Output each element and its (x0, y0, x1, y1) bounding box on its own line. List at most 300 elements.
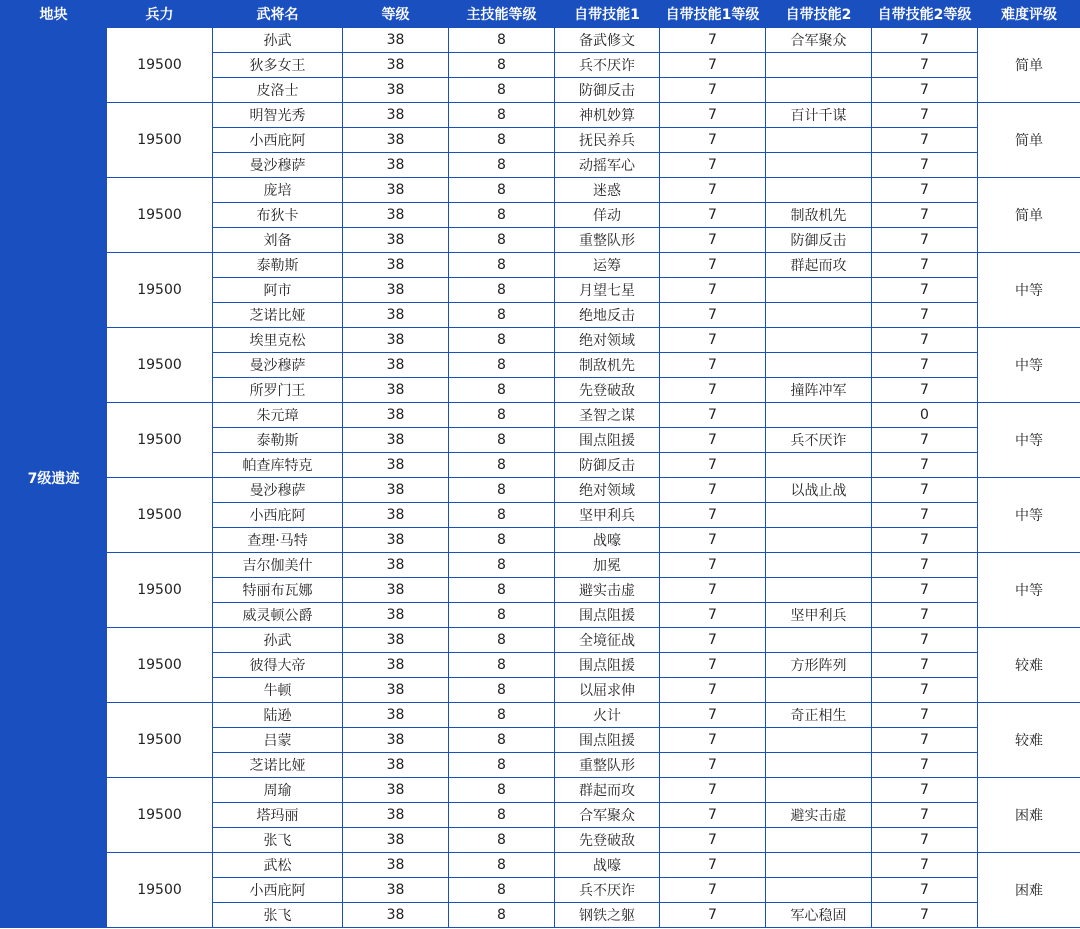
main-skill-level-cell: 8 (449, 228, 555, 253)
skill1-level-cell: 7 (660, 778, 766, 803)
level-cell: 38 (343, 603, 449, 628)
skill1-cell: 战嚎 (555, 853, 660, 878)
skill2-level-cell: 7 (872, 128, 978, 153)
skill1-cell: 制敌机先 (555, 353, 660, 378)
difficulty-cell: 困难 (978, 778, 1080, 853)
main-skill-level-cell: 8 (449, 128, 555, 153)
skill2-cell: 坚甲利兵 (766, 603, 872, 628)
main-skill-level-cell: 8 (449, 78, 555, 103)
skill1-level-cell: 7 (660, 578, 766, 603)
skill2-cell (766, 53, 872, 78)
skill2-level-cell: 7 (872, 28, 978, 53)
skill2-level-cell: 7 (872, 803, 978, 828)
header-skill1-level: 自带技能1等级 (660, 1, 766, 28)
skill2-level-cell: 7 (872, 703, 978, 728)
skill2-level-cell: 7 (872, 153, 978, 178)
skill2-cell (766, 828, 872, 853)
skill2-level-cell: 7 (872, 228, 978, 253)
level-cell: 38 (343, 153, 449, 178)
main-skill-level-cell: 8 (449, 603, 555, 628)
general-name-cell: 芝诺比娅 (213, 303, 343, 328)
skill2-level-cell: 7 (872, 428, 978, 453)
general-name-cell: 查理·马特 (213, 528, 343, 553)
skill1-cell: 先登破敌 (555, 828, 660, 853)
header-skill1: 自带技能1 (555, 1, 660, 28)
skill2-level-cell: 7 (872, 378, 978, 403)
level-cell: 38 (343, 878, 449, 903)
skill1-cell: 全境征战 (555, 628, 660, 653)
table-row (1, 703, 1080, 728)
general-name-cell: 特丽布瓦娜 (213, 578, 343, 603)
skill1-level-cell: 7 (660, 828, 766, 853)
skill1-cell: 佯动 (555, 203, 660, 228)
skill1-level-cell: 7 (660, 28, 766, 53)
main-skill-level-cell: 8 (449, 553, 555, 578)
main-skill-level-cell: 8 (449, 53, 555, 78)
skill1-level-cell: 7 (660, 128, 766, 153)
main-skill-level-cell: 8 (449, 253, 555, 278)
level-cell: 38 (343, 53, 449, 78)
skill2-cell (766, 628, 872, 653)
general-name-cell: 狄多女王 (213, 53, 343, 78)
troops-cell: 19500 (107, 328, 213, 403)
main-skill-level-cell: 8 (449, 803, 555, 828)
level-cell: 38 (343, 228, 449, 253)
general-name-cell: 芝诺比娅 (213, 753, 343, 778)
main-skill-level-cell: 8 (449, 303, 555, 328)
difficulty-cell: 较难 (978, 703, 1080, 778)
main-skill-level-cell: 8 (449, 853, 555, 878)
difficulty-cell: 较难 (978, 628, 1080, 703)
skill2-cell: 方形阵列 (766, 653, 872, 678)
difficulty-cell: 简单 (978, 28, 1080, 103)
skill2-cell: 奇正相生 (766, 703, 872, 728)
skill1-level-cell: 7 (660, 853, 766, 878)
skill2-cell (766, 678, 872, 703)
header-skill2-level: 自带技能2等级 (872, 1, 978, 28)
skill2-cell (766, 353, 872, 378)
difficulty-cell: 中等 (978, 553, 1080, 628)
main-skill-level-cell: 8 (449, 578, 555, 603)
level-cell: 38 (343, 753, 449, 778)
skill1-level-cell: 7 (660, 803, 766, 828)
skill2-cell (766, 853, 872, 878)
skill1-cell: 围点阻援 (555, 428, 660, 453)
skill1-level-cell: 7 (660, 403, 766, 428)
general-name-cell: 刘备 (213, 228, 343, 253)
table-row (1, 178, 1080, 203)
troops-cell: 19500 (107, 703, 213, 778)
level-cell: 38 (343, 303, 449, 328)
table-row (1, 778, 1080, 803)
skill1-level-cell: 7 (660, 878, 766, 903)
skill2-level-cell: 7 (872, 553, 978, 578)
header-main-skill-level: 主技能等级 (449, 1, 555, 28)
skill2-cell (766, 753, 872, 778)
main-skill-level-cell: 8 (449, 328, 555, 353)
level-cell: 38 (343, 703, 449, 728)
skill2-level-cell: 7 (872, 753, 978, 778)
general-name-cell: 小西庇阿 (213, 128, 343, 153)
difficulty-cell: 中等 (978, 403, 1080, 478)
troops-cell: 19500 (107, 628, 213, 703)
skill1-cell: 兵不厌诈 (555, 878, 660, 903)
skill1-cell: 抚民养兵 (555, 128, 660, 153)
level-cell: 38 (343, 828, 449, 853)
skill1-level-cell: 7 (660, 178, 766, 203)
level-cell: 38 (343, 103, 449, 128)
troops-cell: 19500 (107, 178, 213, 253)
skill2-cell (766, 403, 872, 428)
header-general-name: 武将名 (213, 1, 343, 28)
skill2-level-cell: 7 (872, 628, 978, 653)
main-skill-level-cell: 8 (449, 178, 555, 203)
skill1-level-cell: 7 (660, 528, 766, 553)
main-skill-level-cell: 8 (449, 528, 555, 553)
general-name-cell: 张飞 (213, 903, 343, 928)
skill2-level-cell: 7 (872, 603, 978, 628)
main-skill-level-cell: 8 (449, 878, 555, 903)
main-skill-level-cell: 8 (449, 353, 555, 378)
skill1-cell: 运筹 (555, 253, 660, 278)
skill1-cell: 兵不厌诈 (555, 53, 660, 78)
skill1-level-cell: 7 (660, 503, 766, 528)
main-skill-level-cell: 8 (449, 503, 555, 528)
skill1-level-cell: 7 (660, 678, 766, 703)
level-cell: 38 (343, 528, 449, 553)
general-name-cell: 小西庇阿 (213, 878, 343, 903)
skill1-level-cell: 7 (660, 703, 766, 728)
skill2-cell (766, 278, 872, 303)
troops-cell: 19500 (107, 553, 213, 628)
level-cell: 38 (343, 28, 449, 53)
header-troops: 兵力 (107, 1, 213, 28)
skill2-level-cell: 7 (872, 253, 978, 278)
general-name-cell: 埃里克松 (213, 328, 343, 353)
table-row (1, 253, 1080, 278)
troops-cell: 19500 (107, 853, 213, 928)
skill1-cell: 动摇军心 (555, 153, 660, 178)
level-cell: 38 (343, 253, 449, 278)
skill1-level-cell: 7 (660, 278, 766, 303)
skill2-cell: 制敌机先 (766, 203, 872, 228)
level-cell: 38 (343, 128, 449, 153)
skill2-cell (766, 528, 872, 553)
level-cell: 38 (343, 328, 449, 353)
skill1-level-cell: 7 (660, 478, 766, 503)
main-skill-level-cell: 8 (449, 203, 555, 228)
skill2-level-cell: 7 (872, 278, 978, 303)
general-name-cell: 孙武 (213, 28, 343, 53)
skill2-level-cell: 7 (872, 728, 978, 753)
skill1-level-cell: 7 (660, 328, 766, 353)
skill1-cell: 防御反击 (555, 78, 660, 103)
skill1-level-cell: 7 (660, 103, 766, 128)
skill1-level-cell: 7 (660, 428, 766, 453)
level-cell: 38 (343, 653, 449, 678)
skill2-cell (766, 78, 872, 103)
skill1-cell: 群起而攻 (555, 778, 660, 803)
troops-cell: 19500 (107, 28, 213, 103)
general-name-cell: 泰勒斯 (213, 428, 343, 453)
general-name-cell: 彼得大帝 (213, 653, 343, 678)
skill1-cell: 坚甲利兵 (555, 503, 660, 528)
main-skill-level-cell: 8 (449, 653, 555, 678)
level-cell: 38 (343, 403, 449, 428)
skill2-level-cell: 7 (872, 178, 978, 203)
skill1-cell: 战嚎 (555, 528, 660, 553)
skill1-cell: 迷惑 (555, 178, 660, 203)
level-cell: 38 (343, 503, 449, 528)
skill2-cell (766, 578, 872, 603)
general-name-cell: 帕查库特克 (213, 453, 343, 478)
general-name-cell: 吕蒙 (213, 728, 343, 753)
main-skill-level-cell: 8 (449, 678, 555, 703)
skill1-level-cell: 7 (660, 153, 766, 178)
skill2-level-cell: 7 (872, 328, 978, 353)
skill2-cell: 群起而攻 (766, 253, 872, 278)
skill1-level-cell: 7 (660, 903, 766, 928)
plot-cell: 7级遗迹 (1, 28, 107, 928)
main-skill-level-cell: 8 (449, 778, 555, 803)
skill2-cell (766, 878, 872, 903)
skill1-cell: 绝对领域 (555, 478, 660, 503)
skill1-cell: 围点阻援 (555, 653, 660, 678)
table-row (1, 328, 1080, 353)
main-skill-level-cell: 8 (449, 478, 555, 503)
difficulty-cell: 中等 (978, 478, 1080, 553)
level-cell: 38 (343, 853, 449, 878)
skill2-level-cell: 7 (872, 78, 978, 103)
skill2-level-cell: 7 (872, 478, 978, 503)
general-name-cell: 布狄卡 (213, 203, 343, 228)
skill1-level-cell: 7 (660, 303, 766, 328)
skill2-level-cell: 7 (872, 103, 978, 128)
skill1-cell: 先登破敌 (555, 378, 660, 403)
table-row (1, 853, 1080, 878)
level-cell: 38 (343, 478, 449, 503)
skill1-cell: 圣智之谋 (555, 403, 660, 428)
skill1-cell: 加冕 (555, 553, 660, 578)
general-name-cell: 陆逊 (213, 703, 343, 728)
level-cell: 38 (343, 428, 449, 453)
header-level: 等级 (343, 1, 449, 28)
difficulty-cell: 困难 (978, 853, 1080, 928)
general-name-cell: 威灵顿公爵 (213, 603, 343, 628)
skill1-level-cell: 7 (660, 753, 766, 778)
main-skill-level-cell: 8 (449, 378, 555, 403)
general-name-cell: 庞培 (213, 178, 343, 203)
skill1-level-cell: 7 (660, 603, 766, 628)
skill1-level-cell: 7 (660, 378, 766, 403)
skill1-cell: 备武修文 (555, 28, 660, 53)
main-skill-level-cell: 8 (449, 103, 555, 128)
main-skill-level-cell: 8 (449, 828, 555, 853)
skill2-level-cell: 7 (872, 353, 978, 378)
main-skill-level-cell: 8 (449, 903, 555, 928)
general-name-cell: 曼沙穆萨 (213, 478, 343, 503)
general-name-cell: 吉尔伽美什 (213, 553, 343, 578)
general-name-cell: 孙武 (213, 628, 343, 653)
skill2-cell: 撞阵冲军 (766, 378, 872, 403)
header-plot: 地块 (1, 1, 107, 28)
skill1-cell: 月望七星 (555, 278, 660, 303)
skill1-cell: 绝地反击 (555, 303, 660, 328)
table-row (1, 28, 1080, 53)
general-name-cell: 所罗门王 (213, 378, 343, 403)
general-name-cell: 小西庇阿 (213, 503, 343, 528)
main-skill-level-cell: 8 (449, 428, 555, 453)
skill1-level-cell: 7 (660, 203, 766, 228)
skill1-level-cell: 7 (660, 228, 766, 253)
skill1-cell: 钢铁之躯 (555, 903, 660, 928)
level-cell: 38 (343, 378, 449, 403)
difficulty-cell: 简单 (978, 178, 1080, 253)
table-row (1, 403, 1080, 428)
skill2-cell: 以战止战 (766, 478, 872, 503)
skill1-level-cell: 7 (660, 453, 766, 478)
skill2-cell: 避实击虚 (766, 803, 872, 828)
general-name-cell: 武松 (213, 853, 343, 878)
skill2-cell: 百计千谋 (766, 103, 872, 128)
level-cell: 38 (343, 803, 449, 828)
general-name-cell: 曼沙穆萨 (213, 153, 343, 178)
level-cell: 38 (343, 353, 449, 378)
general-name-cell: 牛顿 (213, 678, 343, 703)
skill1-cell: 神机妙算 (555, 103, 660, 128)
main-skill-level-cell: 8 (449, 403, 555, 428)
skill1-cell: 防御反击 (555, 453, 660, 478)
difficulty-cell: 简单 (978, 103, 1080, 178)
table-row (1, 103, 1080, 128)
level-cell: 38 (343, 903, 449, 928)
level-cell: 38 (343, 178, 449, 203)
skill2-level-cell: 7 (872, 528, 978, 553)
skill1-level-cell: 7 (660, 78, 766, 103)
skill1-cell: 重整队形 (555, 228, 660, 253)
main-skill-level-cell: 8 (449, 453, 555, 478)
level-cell: 38 (343, 553, 449, 578)
skill2-cell: 兵不厌诈 (766, 428, 872, 453)
level-cell: 38 (343, 453, 449, 478)
troops-cell: 19500 (107, 103, 213, 178)
general-name-cell: 曼沙穆萨 (213, 353, 343, 378)
troops-cell: 19500 (107, 403, 213, 478)
skill2-cell (766, 728, 872, 753)
level-cell: 38 (343, 628, 449, 653)
troops-cell: 19500 (107, 778, 213, 853)
skill1-cell: 围点阻援 (555, 728, 660, 753)
level-cell: 38 (343, 203, 449, 228)
skill1-level-cell: 7 (660, 728, 766, 753)
skill2-level-cell: 7 (872, 778, 978, 803)
difficulty-cell: 中等 (978, 253, 1080, 328)
troops-cell: 19500 (107, 253, 213, 328)
skill2-cell (766, 303, 872, 328)
skill2-level-cell: 7 (872, 828, 978, 853)
general-name-cell: 周瑜 (213, 778, 343, 803)
skill2-level-cell: 7 (872, 503, 978, 528)
skill1-cell: 重整队形 (555, 753, 660, 778)
level-cell: 38 (343, 778, 449, 803)
skill2-cell (766, 553, 872, 578)
skill2-level-cell: 7 (872, 203, 978, 228)
skill2-level-cell: 7 (872, 878, 978, 903)
level-cell: 38 (343, 728, 449, 753)
skill2-level-cell: 7 (872, 653, 978, 678)
table-row (1, 628, 1080, 653)
general-name-cell: 皮洛士 (213, 78, 343, 103)
skill2-level-cell: 7 (872, 303, 978, 328)
table-row (1, 478, 1080, 503)
skill1-level-cell: 7 (660, 553, 766, 578)
header-row (1, 1, 1080, 28)
header-difficulty: 难度评级 (978, 1, 1080, 28)
skill2-level-cell: 7 (872, 53, 978, 78)
skill1-level-cell: 7 (660, 628, 766, 653)
skill2-level-cell: 7 (872, 678, 978, 703)
skill2-cell: 军心稳固 (766, 903, 872, 928)
general-name-cell: 明智光秀 (213, 103, 343, 128)
table-row (1, 553, 1080, 578)
header-skill2: 自带技能2 (766, 1, 872, 28)
skill2-level-cell: 0 (872, 403, 978, 428)
skill2-level-cell: 7 (872, 453, 978, 478)
skill2-level-cell: 7 (872, 853, 978, 878)
table-body (1, 28, 1080, 928)
skill2-cell (766, 153, 872, 178)
difficulty-cell: 中等 (978, 328, 1080, 403)
skill2-cell: 防御反击 (766, 228, 872, 253)
skill1-cell: 围点阻援 (555, 603, 660, 628)
main-skill-level-cell: 8 (449, 28, 555, 53)
main-skill-level-cell: 8 (449, 278, 555, 303)
skill1-cell: 绝对领域 (555, 328, 660, 353)
skill2-level-cell: 7 (872, 578, 978, 603)
skill1-cell: 合军聚众 (555, 803, 660, 828)
general-name-cell: 朱元璋 (213, 403, 343, 428)
main-skill-level-cell: 8 (449, 728, 555, 753)
main-skill-level-cell: 8 (449, 753, 555, 778)
level-cell: 38 (343, 78, 449, 103)
skill1-level-cell: 7 (660, 253, 766, 278)
skill1-cell: 避实击虚 (555, 578, 660, 603)
general-name-cell: 塔玛丽 (213, 803, 343, 828)
level-cell: 38 (343, 278, 449, 303)
skill2-cell (766, 778, 872, 803)
skill1-cell: 以屈求伸 (555, 678, 660, 703)
main-skill-level-cell: 8 (449, 153, 555, 178)
general-name-cell: 张飞 (213, 828, 343, 853)
main-skill-level-cell: 8 (449, 628, 555, 653)
skill2-cell (766, 328, 872, 353)
skill2-cell (766, 128, 872, 153)
skill1-cell: 火计 (555, 703, 660, 728)
skill1-level-cell: 7 (660, 353, 766, 378)
skill2-cell (766, 453, 872, 478)
general-name-cell: 阿市 (213, 278, 343, 303)
main-skill-level-cell: 8 (449, 703, 555, 728)
skill2-cell: 合军聚众 (766, 28, 872, 53)
skill2-cell (766, 178, 872, 203)
level-cell: 38 (343, 578, 449, 603)
skill2-level-cell: 7 (872, 903, 978, 928)
general-name-cell: 泰勒斯 (213, 253, 343, 278)
level-cell: 38 (343, 678, 449, 703)
skill1-level-cell: 7 (660, 653, 766, 678)
troops-cell: 19500 (107, 478, 213, 553)
skill1-level-cell: 7 (660, 53, 766, 78)
